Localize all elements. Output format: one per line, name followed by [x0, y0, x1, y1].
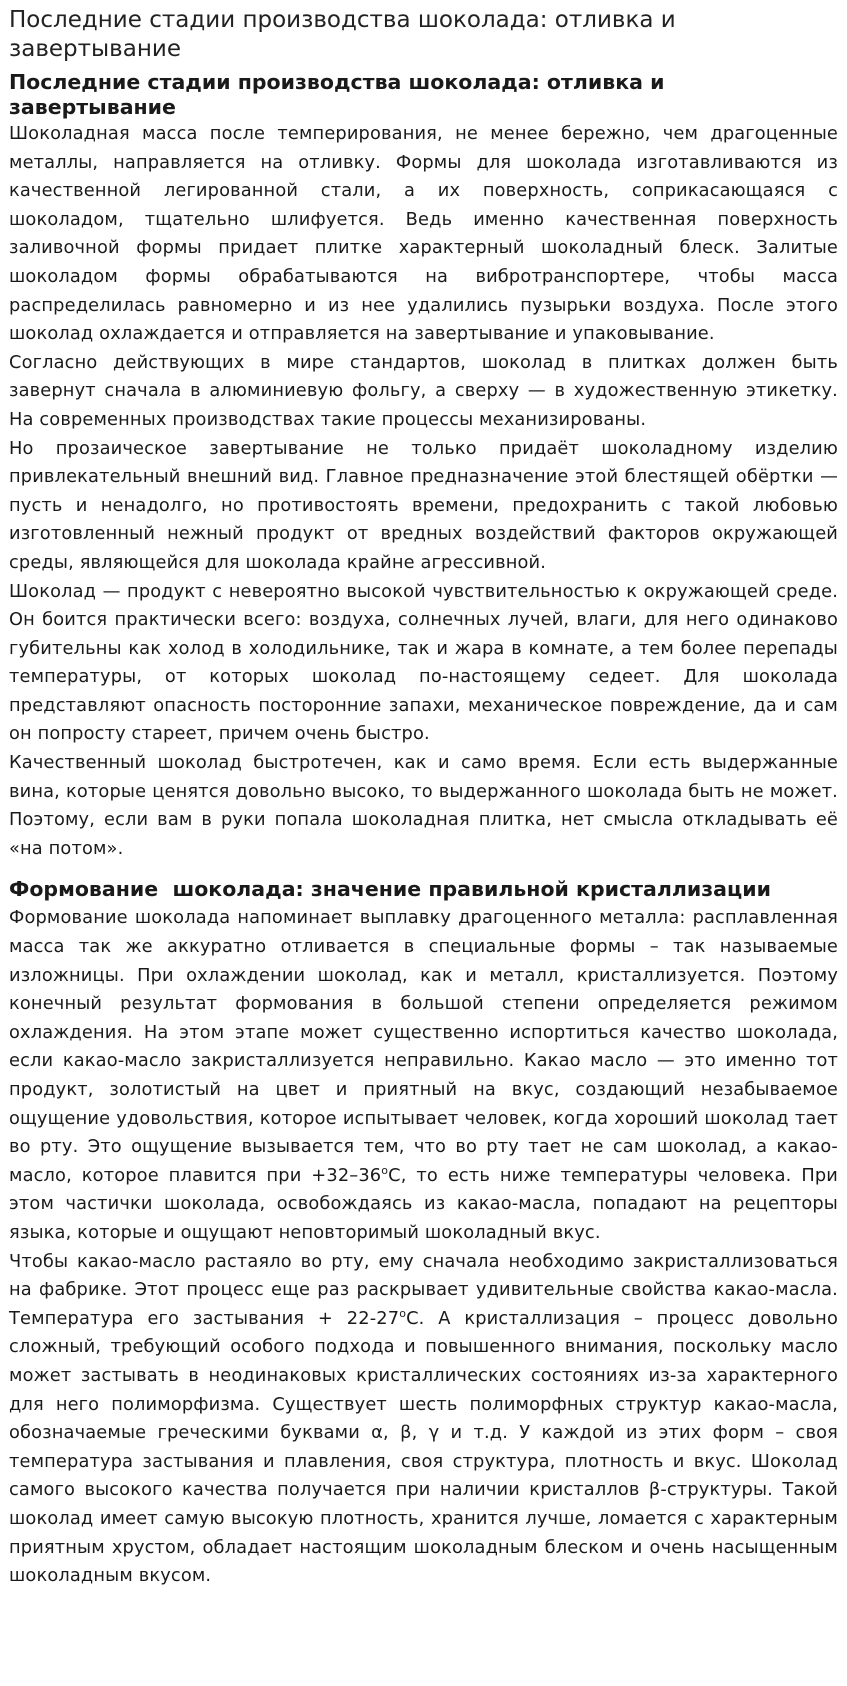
- paragraph-text: Формование шоколада напоминает выплавку драгоценного металла: расплавленная масса так же аккуратно отливается в специальные формы – так называемые изложницы. При охлаждении шоколад, как и металл, кристаллизуется. Поэтому конечный результат формования в большой степени определяется режимом охлаждения. На этом этапе может существенно испортиться качество шоколада, если какао-масло закристаллизуется неправильно. Какао масло — это именно тот продукт, золотистый на цвет и приятный на вкус, создающий незабываемое ощущение удовольствия, которое испытывает человек, когда хороший шоколад тает во рту. Это ощущение вызывается тем, что во рту тает не сам шоколад, а какао-масло, которое плавится при +32–36: [9, 907, 838, 1186]
- paragraph: [9, 904, 838, 1247]
- paragraph-text: С, то есть ниже температуры человека. При этом частички шоколада, освобождаясь из какао-масла, попадают на рецепторы языка, которые и ощущают неповторимый шоколадный вкус.: [9, 1164, 839, 1243]
- paragraph: Согласно действующих в мире стандартов, шоколад в плитках должен быть завернут сначала в алюминиевую фольгу, а сверху — в художественную этикетку. На современных производствах такие процессы механизированы.: [9, 351, 838, 430]
- article-heading: Последние стадии производства шоколада: отливка и завертывание: [9, 70, 665, 119]
- page-title: Последние стадии производства шоколада: отливка и завертывание: [9, 7, 676, 62]
- section-casting-and-wrapping: [9, 120, 838, 863]
- degree-superscript: о: [381, 1163, 389, 1177]
- paragraph: Качественный шоколад быстротечен, как и само время. Если есть выдержанные вина, которые ценятся довольно высоко, то выдержанного шоколада быть не может. Поэтому, если вам в руки попала шоколадная плитка, нет смысла откладывать её «на потом».: [9, 752, 838, 859]
- degree-superscript: о: [399, 1306, 407, 1320]
- paragraph: Шоколад — продукт с невероятно высокой чувствительностью к окружающей среде. Он боится практически всего: воздуха, солнечных лучей, влаги, для него одинаково губительны как холод в холодильнике, так и жара в комнате, а тем более перепады температуры, от которых шоколад по-настоящему седеет. Для шоколада представляют опасность посторонние запахи, механическое повреждение, да и сам он попросту стареет, причем очень быстро.: [9, 580, 838, 745]
- paragraph-text: С. А кристаллизация – процесс довольно сложный, требующий особого подхода и повышенного внимания, поскольку масло может застывать в неодинаковых кристаллических состояниях из-за характерного для него полиморфизма. Существует шесть полиморфных структур какао-масла, обозначаемые греческими буквами α, β, γ и т.д. У каждой из этих форм – своя температура застывания и плавления, своя структура, плотность и вкус. Шоколад самого высокого качества получается при наличии кристаллов β-структуры. Такой шоколад имеет самую высокую плотность, хранится лучше, ломается с характерным приятным хрустом, обладает настоящим шоколадным блеском и очень насыщенным шоколадным вкусом.: [9, 1307, 838, 1587]
- paragraph: [9, 1248, 838, 1591]
- paragraph: Шоколадная масса после темперирования, не менее бережно, чем драгоценные металлы, направляется на отливку. Формы для шоколада изготавливаются из качественной легированной стали, а их поверхность, соприкасающаяся с шоколадом, тщательно шлифуется. Ведь именно качественная поверхность заливочной формы придает плитке характерный шоколадный блеск. Залитые шоколадом формы обрабатываются на вибротранспортере, чтобы масса распределилась равномерно и из нее удалились пузырьки воздуха. После этого шоколад охлаждается и отправляется на завертывание и упаковывание.: [9, 123, 838, 345]
- paragraph-text: Чтобы какао-масло растаяло во рту, ему сначала необходимо закристаллизоваться на фабрике. Этот процесс еще раз раскрывает удивительные свойства какао-масла. Температура его застывания + 22-27: [9, 1250, 838, 1329]
- section-heading: Формование шоколада: значение правильной кристаллизации: [9, 877, 771, 902]
- paragraph: Но прозаическое завертывание не только придаёт шоколадному изделию привлекательный внешний вид. Главное предназначение этой блестящей обёртки — пусть и ненадолго, но противостоять времени, предохранить с такой любовью изготовленный нежный продукт от вредных воздействий факторов окружающей среды, являющейся для шоколада крайне агрессивной.: [9, 437, 838, 573]
- section-molding-crystallization: [9, 877, 838, 1590]
